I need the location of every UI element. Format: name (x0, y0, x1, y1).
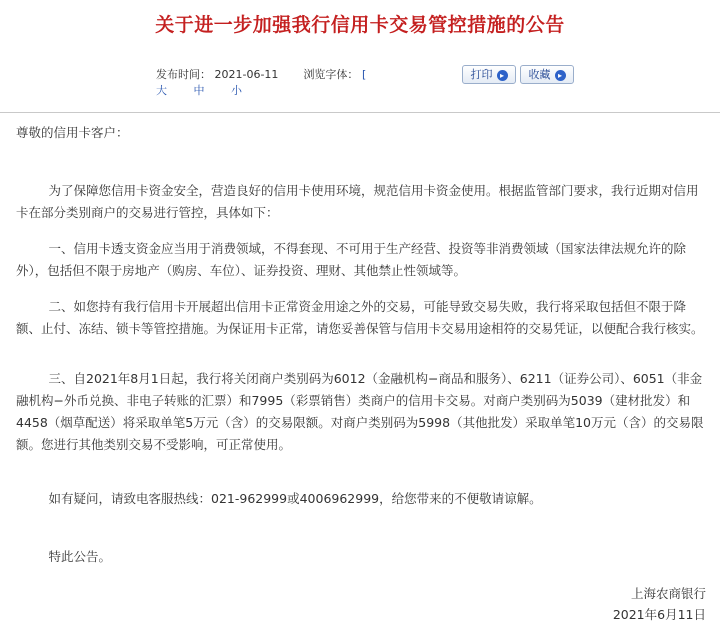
font-size-label: 浏览字体： (303, 68, 359, 81)
header-divider (0, 112, 720, 113)
font-size-large-link[interactable]: 大 (156, 84, 167, 97)
paragraph-intro: 为了保障您信用卡资金安全，营造良好的信用卡使用环境，规范信用卡资金使用。根据监管部门要求，我行近期对信用卡在部分类别商户的交易进行管控，具体如下： (16, 183, 699, 220)
font-size-medium-link[interactable]: 中 (193, 84, 205, 97)
font-size-options (156, 84, 265, 98)
page-title: 关于进一步加强我行信用卡交易管控措施的公告 (155, 14, 565, 36)
paragraph-item-3: 三、自2021年8月1日起，我行将关闭商户类别码为6012（金融机构−商品和服务）、6211（证券公司）、6051（非金融机构−外币兑换、非电子转账的汇票）和7995（彩票销售）类商户的信用卡交易。对商户类别码为5039（建材批发）和4458（烟草配送）将采取单笔5万元（含）的交易限额。对商户类别码为5998（其他批发）采取单笔10万元（含）的交易限额。您进行其他类别交易不受影响，可正常使用。 (16, 371, 704, 452)
greeting: 尊敬的信用卡客户： (16, 125, 129, 140)
print-button-label: 打印 (470, 68, 493, 81)
article-meta (156, 66, 366, 84)
signature-bank: 上海农商银行 (630, 586, 706, 601)
font-size-small-link[interactable]: 小 (231, 84, 242, 97)
print-button[interactable] (462, 65, 516, 84)
article-body (16, 122, 706, 564)
arrow-right-icon: ▸ (555, 70, 566, 81)
font-size-bracket: [ (361, 68, 367, 81)
publish-date: 2021-06-11 (214, 68, 279, 81)
signature-date: 2021年6月11日 (612, 607, 706, 622)
paragraph-item-2: 二、如您持有我行信用卡开展超出信用卡正常资金用途之外的交易，可能导致交易失败，我行将采取包括但不限于降额、止付、冻结、锁卡等管控措施。为保证用卡正常，请您妥善保管与信用卡交易用途相符的交易凭证，以便配合我行核实。 (16, 299, 704, 336)
paragraph-item-1: 一、信用卡透支资金应当用于消费领域，不得套现、不可用于生产经营、投资等非消费领域（国家法律法规允许的除外），包括但不限于房地产（购房、车位）、证券投资、理财、其他禁止性领域等。 (16, 241, 687, 278)
favorite-button-label: 收藏 (528, 68, 551, 81)
arrow-right-icon: ▸ (497, 70, 508, 81)
favorite-button[interactable] (520, 65, 574, 84)
publish-date-label: 发布时间： (156, 68, 211, 81)
paragraph-contact: 如有疑问，请致电客服热线：021-962999或4006962999，给您带来的不便敬请谅解。 (48, 491, 542, 506)
paragraph-closing: 特此公告。 (48, 549, 112, 564)
